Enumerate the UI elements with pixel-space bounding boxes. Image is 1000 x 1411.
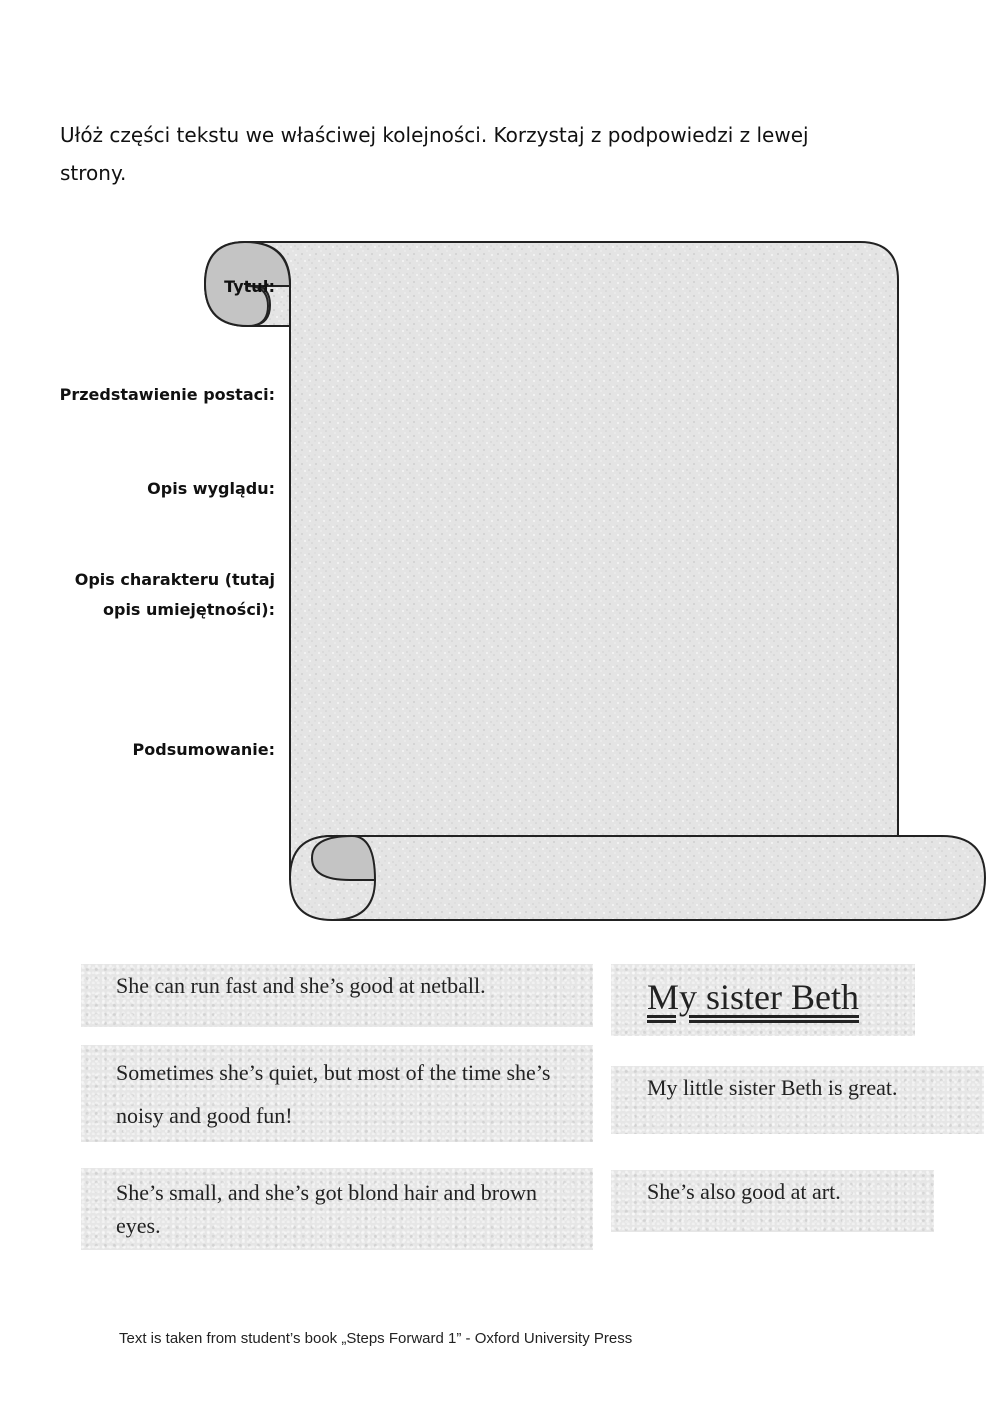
snippet-text: My little sister Beth is great. <box>647 1075 898 1100</box>
label-title: Tytuł: <box>224 277 275 296</box>
label-summary: Podsumowanie: <box>132 740 275 759</box>
source-footer: Text is taken from student’s book „Steps Forward 1” - Oxford University Press <box>119 1330 633 1347</box>
scroll-body <box>245 242 898 880</box>
snippet-good-art[interactable] <box>611 1170 934 1232</box>
snippet-quiet-noisy[interactable] <box>81 1045 593 1142</box>
label-character-line1: Opis charakteru (tutaj <box>74 570 275 589</box>
snippet-text: She can run fast and she’s good at netball. <box>116 973 486 998</box>
label-appearance: Opis wyglądu: <box>147 479 275 498</box>
instruction-text: Ułóż części tekstu we właściwej kolejności. Korzystaj z podpowiedzi z lewej strony. <box>60 123 809 185</box>
scroll-bottom-roll <box>290 836 985 920</box>
snippet-little-sister[interactable] <box>611 1066 984 1134</box>
snippet-small-blond[interactable] <box>81 1168 593 1250</box>
scroll-bottom-curl-shade <box>312 836 375 880</box>
snippet-text: Sometimes she’s quiet, but most of the time she’s noisy and good fun! <box>116 1060 551 1128</box>
snippet-text: She’s small, and she’s got blond hair and brown eyes. <box>116 1180 538 1238</box>
label-introduction: Przedstawienie postaci: <box>59 385 275 404</box>
label-character-line2: opis umiejętności): <box>103 600 275 619</box>
snippet-text: She’s also good at art. <box>647 1179 841 1204</box>
snippet-title[interactable] <box>611 964 915 1036</box>
snippet-text: My sister Beth <box>647 977 859 1017</box>
snippet-run-fast[interactable] <box>81 964 593 1027</box>
